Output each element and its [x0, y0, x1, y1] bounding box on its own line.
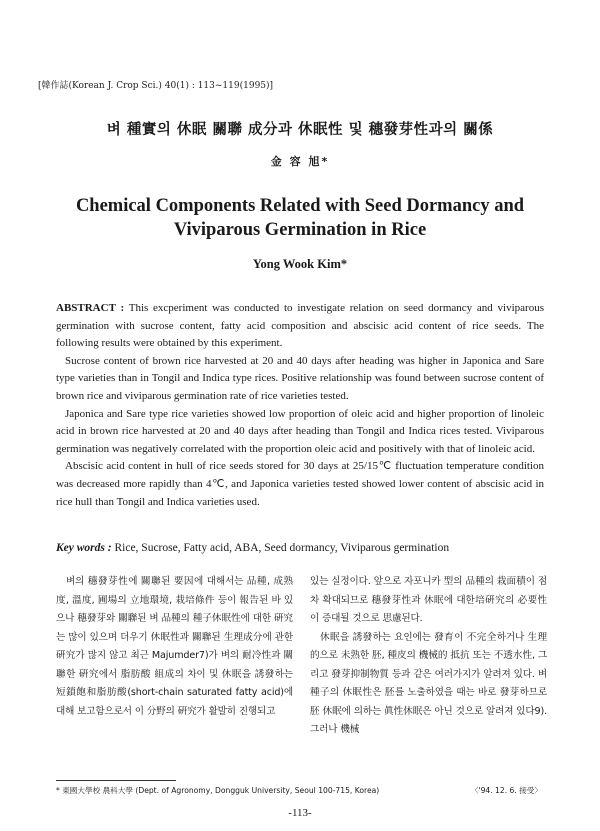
abstract — [56, 300, 544, 511]
keywords — [56, 542, 546, 554]
english-title — [0, 194, 600, 242]
body-column-right — [310, 573, 547, 740]
journal-citation: [韓作誌(Korean J. Crop Sci.) 40(1) : 113~119(1995)] — [38, 81, 274, 91]
english-author: Yong Wook Kim* — [252, 257, 348, 271]
korean-author: 金 容 旭* — [270, 155, 330, 168]
abstract-text-1: This excperiment was conducted to investigate relation on seed dormancy and viviparous germination with sucrose content, fatty acid composition and abscisic acid content of rice seeds. The following results were obtained by this experiment. — [56, 302, 544, 350]
body-right-paragraph-1: 있는 실정이다. 앞으로 자포니카 型의 品種의 栽面積이 점차 확대되므로 穗發芽性과 休眠에 대한培硏究의 必要性이 증대될 것으로 思慮된다. — [310, 576, 547, 624]
footnote-rule — [56, 780, 176, 781]
body-left-paragraph: 벼의 穗發芽性에 關聯된 要因에 대해서는 品種, 成熟度, 溫度, 圃場의 立地環境, 栽培條件 등이 報告된 바 있으나 穗發芽와 關聯된 벼 品種의 種子休眠性에 대한 硏究는 많이 있으며 더우기 休眠性과 關聯된 生理成分에 관한 硏究가 많지 않고 최근 Majumder7)가 벼의 耐冷性과 關聯한 硏究에서 脂肪酸 組成의 차이 및 休眠을 誘發하는 短鎖飽和脂肪酸(short-chain saturated fatty acid)에 대해 보고함으로서 이 分野의 硏究가 활발히 진행되고 — [56, 576, 293, 717]
body-right-paragraph-2: 休眠을 誘發하는 요인에는 發育이 不完全하거나 生理的으로 未熟한 胚, 種皮의 機械的 抵抗 또는 不透水性, 그리고 發芽抑制物質 등과 같은 여러가지가 알려져 있다. 벼 種子의 休眠性은 胚를 노출하였을 때는 바로 發芽하므로 胚 休眠에 의하는 眞性休眠은 아닌 것으로 알려져 있다9). 그러나 機械 — [310, 631, 547, 735]
keywords-label: Key words : — [56, 542, 112, 554]
abstract-paragraph-2: Sucrose content of brown rice harvested at 20 and 40 days after heading was higher in Japonica and Sare type varieties than in Tongil and Indica type rices. Positive relationship was found between sucrose content of brown rice and viviparous germination rate of rice varieties tested. — [56, 354, 544, 402]
abstract-paragraph-4: Abscisic acid content in hull of rice seeds stored for 30 days at 25/15℃ fluctuation temperature condition was decreased more rapidly than 4℃, and Japonica varieties tested showed lower content of abscisic acid in rice hull than Tongil and Indica varieties used. — [56, 460, 544, 508]
affiliation-footnote: * 東國大學校 農科大學 (Dept. of Agronomy, Dongguk University, Seoul 100-715, Korea) — [56, 786, 380, 795]
abstract-paragraph-3: Japonica and Sare type rice varieties showed low proportion of oleic acid and higher proportion of linoleic acid in brown rice harvested at 20 and 40 days after heading than Tongil and Indica rices tested. Viviparous germination was negatively correlated with the proportion oleic acid and positively with that of linoleic acid. — [56, 407, 544, 455]
body-column-left — [56, 573, 293, 721]
received-date: 〈'94. 12. 6. 接受〉 — [470, 786, 542, 795]
korean-title: 벼 種實의 休眠 關聯 成分과 休眠性 및 穗發芽性과의 關係 — [106, 122, 494, 138]
english-title-line-1: Chemical Components Related with Seed Dormancy and — [75, 196, 525, 216]
english-title-line-2: Viviparous Germination in Rice — [173, 220, 427, 240]
abstract-label: ABSTRACT : — [56, 302, 125, 314]
abstract-paragraph-1 — [56, 300, 544, 353]
page-number: -113- — [288, 807, 312, 819]
keywords-text: Rice, Sucrose, Fatty acid, ABA, Seed dormancy, Viviparous germination — [114, 542, 450, 554]
